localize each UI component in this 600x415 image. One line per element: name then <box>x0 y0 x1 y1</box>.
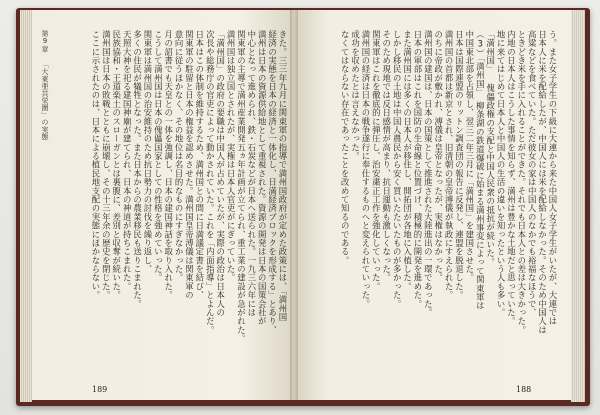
text-column: 満州国の首都は新京とされ、旧清朝の皇帝溥儀が執政にすえられた。 <box>444 30 455 300</box>
text-column: う。また女子学生の下級に大連から来た中国人女子学生がいたが、大連では <box>548 30 558 326</box>
text-column: 地に来てはじめて日本人と中国人の生活の違いを知ったという人も多い。 <box>496 30 507 317</box>
text-column: 天照大神を祀る建国神廟が建てられ、日本の神道が持ちこまれた。 <box>122 30 133 291</box>
text-column: 中心となって進められ、鉄・石炭などが日本へ送られた。一九三六年には <box>246 30 257 317</box>
left-text-block <box>72 30 288 382</box>
text-column: 多くの住民が犠牲となった。また日本からの農業移民も送りこまれた。 <box>132 30 143 309</box>
text-column: 「満州国」 傀儡政権の支配と中国人民衆の抵抗が続いた。 <box>485 30 496 267</box>
text-column: 関東軍の駐留と日本の権益を認めさせた。満州国皇帝溥儀は関東軍の <box>184 30 195 300</box>
text-column: 日本の軍部はこれを国防の生命線と位置づけ、積極的に開発を進めた。 <box>412 30 423 309</box>
text-column: 満州国は日本の敗戦とともに崩壊し、その十三年余の歴史を閉じた。 <box>101 30 112 300</box>
text-column: 日本はこの体制を維持するため、満州国との間に日満議定書を結び、 <box>194 30 205 300</box>
right-page <box>294 10 571 400</box>
text-column: 日本は国際連盟のリットン調査団の報告に反発し、連盟を脱退した。 <box>454 30 465 300</box>
text-column: 成功を収めたとは言えなかった。 <box>350 30 361 161</box>
book-gutter <box>290 10 298 400</box>
text-column: 関東軍はこれを徹底的に弾圧し、治安粛正工作を強化していった。 <box>371 30 382 291</box>
text-column: 関東軍の主導で満州産業開発五ヵ年計画が立てられ、重工業の建設が急がれた。 <box>236 30 247 343</box>
text-column: （3）「満州国」 柳条湖の鉄道爆破に始まる満州事変によって関東軍は <box>475 30 486 310</box>
text-column: ときどき米を手に入れることができた。それでも日本人との差は大きかった。 <box>516 30 527 335</box>
text-column: 関東軍は満州国の治安維持のため抗日勢力の討伐を繰り返し、 <box>142 30 153 274</box>
text-column: 経済の実態を日本の経済と一体化し、日満経済ブロックを形成する」とあり、 <box>267 30 278 335</box>
text-column: 次長や総務庁の官吏によって動かされていた。これを「内面指導」とよんだ。 <box>205 30 216 335</box>
text-column: なくてはならない存在であったことを改めて知るのである。 <box>340 30 351 265</box>
running-head: 第9章 「大東亜共栄圏」の実態 <box>41 30 49 140</box>
text-column: そのため現地では反日感情が高まり、抗日運動も激しくなった。 <box>381 30 392 283</box>
text-column: 中国東北部を占領し、翌三二年三月に「満州国」を建国させた。 <box>464 30 475 283</box>
text-column: 内地の日本人はこうした事情を知らず、満州は豊かな土地だと思っていた。 <box>506 30 517 326</box>
left-page <box>32 10 294 400</box>
left-page-edges <box>20 10 32 402</box>
text-column: 高粱などを食べていた。ただ彼女の家は中国人のなかでも裕福なほうで、 <box>527 30 538 317</box>
text-column: きた。三三年九月に関東軍の指導で満州国政府が定めた政策には、「満州国 <box>278 30 288 322</box>
text-column: 満州は日本の資源供給地として重視された。資源の開発は日本の国策会社が <box>257 30 268 326</box>
right-page-number: 188 <box>516 385 532 394</box>
text-column: 満州国は独立国とされたが、実権は日本人官吏がにぎっていた。 <box>226 30 237 283</box>
text-column: 月の詔書でも天皇との一体を強調し、日本の建国神話を取り入れた。 <box>163 30 174 300</box>
text-column: 意向に従うほかなく、その地位は名目的なものにすぎなかった。 <box>174 30 185 283</box>
text-column: また満州国には多くの日本人が移住し、開拓団が各地に入植した。 <box>402 30 413 291</box>
text-column: 「満州国」の政府の要職は中国人が占めていたが、実際の政治は日本人の <box>215 30 226 317</box>
right-text-block <box>308 30 558 382</box>
text-column: ここに示されたのは、日本による植民地支配の実態にほかならない。 <box>90 30 101 300</box>
text-column: のちに帝政が敷かれ、溥儀は皇帝となったが、実権はなかった。 <box>433 30 444 283</box>
text-column: こうして満州国は日本の傀儡国家としての性格を強めていった。 <box>153 30 164 283</box>
text-column: 満州国の建国は、日本の国策として推進された大陸進出の一環であった。 <box>423 30 434 317</box>
left-page-number: 189 <box>92 385 108 394</box>
text-column: 民族協和・王道楽土のスローガンとは裏腹に、差別と収奪が続いた。 <box>111 30 122 300</box>
text-column: 満州国の経済は日本の戦争遂行に奉仕するものへと変えられていった。 <box>360 30 371 309</box>
text-column: しかし移民の土地は中国人農民から安く買いたたいたものが多かった。 <box>392 30 403 309</box>
text-column: 日本人に米を配給したが、中国人には米を配給しなかった。そのため中国人は <box>537 30 548 335</box>
right-page-edges <box>571 10 585 402</box>
